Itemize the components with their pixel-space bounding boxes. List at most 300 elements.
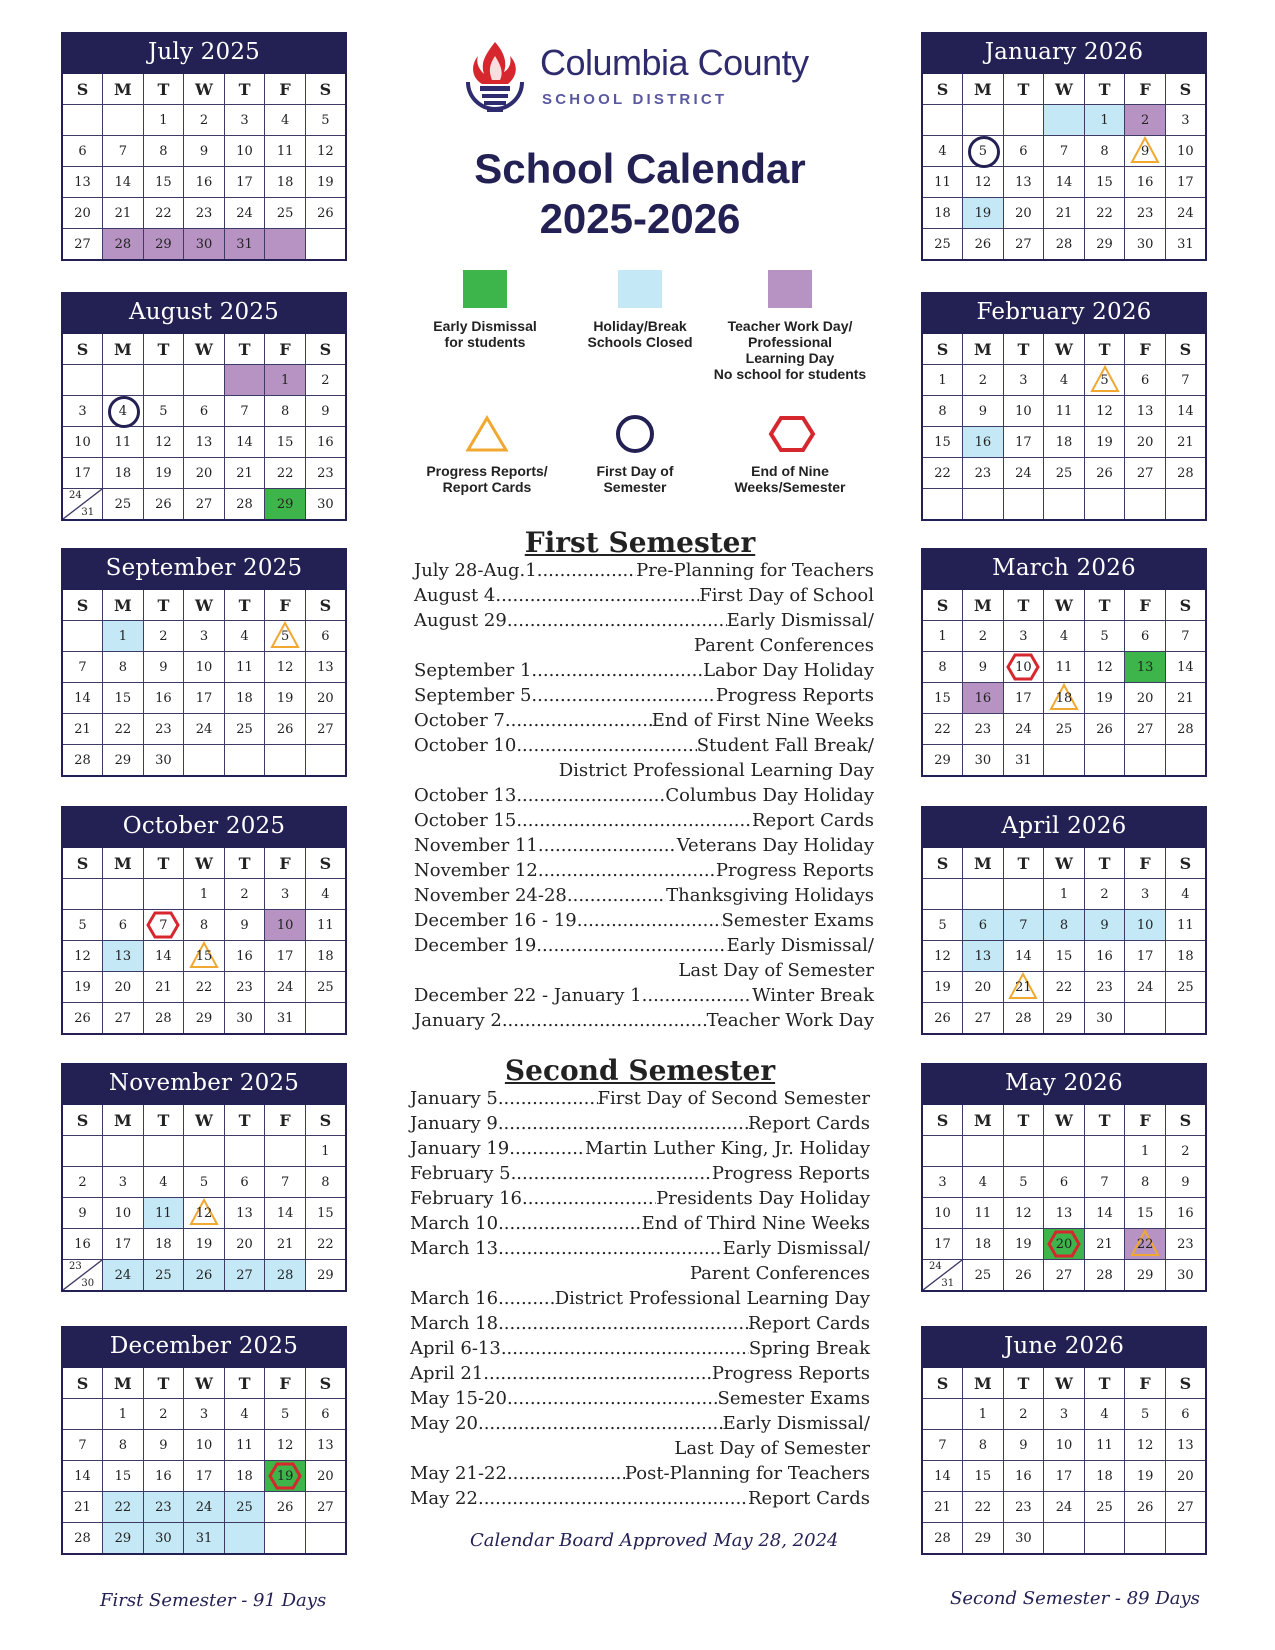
day-cell: [143, 714, 184, 745]
day-cell: [224, 198, 265, 229]
day-cell: [1125, 879, 1166, 910]
day-cell: [1125, 167, 1166, 198]
leader-dots: [522, 1186, 656, 1211]
day-number: 23: [317, 465, 334, 481]
day-cell: [224, 1523, 265, 1555]
leader-dots: [498, 1211, 642, 1236]
day-cell: [1084, 1198, 1125, 1229]
day-cell: [143, 427, 184, 458]
day-number: 3: [199, 628, 209, 644]
day-cell: [224, 136, 265, 167]
day-number: 19: [317, 174, 334, 190]
day-number: 11: [276, 143, 294, 159]
event-row: [414, 783, 874, 808]
day-number: 2: [1019, 1406, 1028, 1422]
day-cell: [1084, 972, 1125, 1003]
day-number: 18: [974, 1236, 992, 1252]
day-cell: [184, 1399, 225, 1430]
day-number: 3: [78, 403, 87, 419]
event-date: September 5: [414, 685, 532, 706]
day-cell: [184, 1167, 225, 1198]
day-number: 5: [199, 1174, 209, 1190]
weekday-header: F: [265, 847, 306, 879]
day-number: 7: [1181, 372, 1190, 388]
legend-swatch: [618, 270, 662, 308]
month-calendar: [61, 292, 347, 521]
day-number: 18: [236, 1468, 253, 1484]
weekday-header: T: [1003, 333, 1044, 365]
day-number: 6: [118, 917, 127, 933]
day-number: 2: [1100, 886, 1109, 902]
event-row: [410, 1236, 870, 1261]
day-cell: [922, 972, 963, 1003]
day-cell: [103, 229, 144, 261]
day-number: 23: [155, 1499, 172, 1515]
day-number: 16: [155, 1468, 172, 1484]
day-number: 22: [317, 1236, 334, 1252]
day-cell: [1125, 1430, 1166, 1461]
day-cell: [184, 1492, 225, 1523]
day-cell: [143, 941, 184, 972]
month-grid: [921, 332, 1207, 521]
weekday-header: W: [184, 589, 225, 621]
event-row: [410, 1311, 870, 1336]
day-cell: [922, 1229, 963, 1260]
day-number: 15: [1096, 174, 1113, 190]
day-number: 20: [974, 979, 992, 995]
day-cell: [224, 489, 265, 521]
day-number: 9: [1100, 917, 1109, 933]
day-number: 14: [934, 1468, 951, 1484]
month-calendar: [921, 32, 1207, 261]
day-cell: [224, 365, 265, 396]
day-cell: [1044, 489, 1085, 521]
weekday-header: S: [305, 847, 346, 879]
month-grid: [61, 846, 347, 1035]
day-cell: [103, 714, 144, 745]
day-cell: [224, 1003, 265, 1035]
day-number: 25: [276, 205, 294, 221]
day-number: 10: [195, 659, 213, 675]
day-number: 12: [1096, 659, 1113, 675]
day-cell: [224, 427, 265, 458]
event-date: December 16 - 19: [414, 910, 577, 931]
day-cell: [1165, 1523, 1206, 1555]
weekday-header: S: [62, 333, 103, 365]
day-number: 7: [1181, 628, 1190, 644]
day-cell: [1044, 621, 1085, 652]
day-cell: [963, 136, 1004, 167]
event-row: [414, 833, 874, 858]
day-number: 11: [1055, 659, 1073, 675]
month-title: March 2026: [921, 548, 1207, 588]
day-cell: [143, 167, 184, 198]
day-number: 19: [276, 690, 294, 706]
day-cell: [1044, 396, 1085, 427]
event-date: May 21-22: [410, 1463, 507, 1484]
day-cell: [224, 879, 265, 910]
day-number: 1: [321, 1143, 330, 1159]
weekday-header: S: [922, 333, 963, 365]
day-number: 26: [1015, 1267, 1032, 1283]
day-cell: [1044, 972, 1085, 1003]
month-grid: [61, 588, 347, 777]
day-cell: [103, 683, 144, 714]
day-number: 24: [114, 1267, 132, 1283]
day-number: 20: [317, 1468, 334, 1484]
day-cell: [143, 458, 184, 489]
day-cell: [963, 167, 1004, 198]
day-cell: [1003, 1260, 1044, 1292]
day-number: 8: [159, 143, 168, 159]
leader-dots: [505, 708, 652, 733]
day-number: 12: [1096, 403, 1113, 419]
weekday-header: S: [305, 1104, 346, 1136]
day-cell: [1003, 621, 1044, 652]
day-cell: [963, 941, 1004, 972]
day-cell: [143, 1523, 184, 1555]
day-cell: [305, 1430, 346, 1461]
day-number: 11: [236, 659, 253, 675]
day-cell: [103, 167, 144, 198]
event-continuation: Last Day of Semester: [674, 1438, 870, 1459]
event-description: Spring Break: [748, 1338, 870, 1359]
day-number: 16: [1015, 1468, 1032, 1484]
weekday-header: T: [1003, 1367, 1044, 1399]
day-cell: [265, 427, 306, 458]
day-cell: [922, 458, 963, 489]
day-number: 9: [1019, 1437, 1028, 1453]
day-number: 16: [974, 690, 992, 706]
weekday-header: M: [103, 589, 144, 621]
day-number: 23: [195, 205, 213, 221]
day-cell: [1165, 1260, 1206, 1292]
day-number: 3: [1140, 886, 1150, 902]
weekday-header: T: [143, 73, 184, 105]
day-number: 1: [118, 1406, 127, 1422]
weekday-header: F: [1125, 333, 1166, 365]
event-date: July 28-Aug.1: [414, 560, 537, 581]
event-row: [410, 1336, 870, 1361]
day-cell: [1003, 396, 1044, 427]
day-cell: [1165, 879, 1206, 910]
legend-label: Early Dismissal for students: [433, 318, 537, 350]
day-number: 28: [74, 752, 91, 768]
event-date: March 16: [410, 1288, 499, 1309]
day-number: 25: [236, 721, 253, 737]
weekday-header: T: [143, 333, 184, 365]
page-subtitle: 2025-2026: [539, 195, 741, 242]
weekday-header: S: [922, 589, 963, 621]
day-cell: [1125, 1198, 1166, 1229]
day-cell: [922, 105, 963, 136]
day-cell: [265, 1167, 306, 1198]
day-cell: [305, 972, 346, 1003]
weekday-header: S: [1165, 847, 1206, 879]
day-cell: [224, 1198, 265, 1229]
day-cell: [1165, 745, 1206, 777]
day-cell: [922, 714, 963, 745]
day-cell: [62, 229, 103, 261]
day-number: 10: [236, 143, 253, 159]
day-number: 23: [974, 465, 992, 481]
leader-dots: [502, 1008, 707, 1033]
day-number: 17: [195, 690, 213, 706]
day-cell: [1044, 427, 1085, 458]
day-number: 19: [1015, 1236, 1032, 1252]
day-cell: [1084, 910, 1125, 941]
day-cell: [1044, 458, 1085, 489]
day-cell: [62, 167, 103, 198]
day-cell: [1084, 1260, 1125, 1292]
event-date: March 13: [410, 1238, 499, 1259]
day-number: 25: [974, 1267, 992, 1283]
day-cell: [1044, 1523, 1085, 1555]
day-cell: [62, 1461, 103, 1492]
day-cell: [143, 1399, 184, 1430]
day-number: 1: [1059, 886, 1069, 902]
day-cell: [143, 745, 184, 777]
day-number: 13: [74, 174, 91, 190]
day-cell: [265, 972, 306, 1003]
day-number: 2: [199, 112, 209, 128]
day-number: 14: [1055, 174, 1073, 190]
leader-dots: [538, 858, 716, 883]
event-date: May 20: [410, 1413, 478, 1434]
day-cell: [922, 427, 963, 458]
day-number: 27: [1136, 721, 1154, 737]
month-calendar: [921, 806, 1207, 1035]
day-number: 5: [321, 112, 330, 128]
day-number: 27: [1015, 236, 1032, 252]
day-number: 5: [280, 628, 290, 644]
day-cell: [922, 229, 963, 261]
day-cell: [1003, 105, 1044, 136]
day-cell: [1165, 1461, 1206, 1492]
day-cell: [62, 1229, 103, 1260]
day-number: 19: [74, 979, 91, 995]
day-number: 23: [1015, 1499, 1032, 1515]
day-cell: [143, 1003, 184, 1035]
day-number: 28: [114, 236, 132, 252]
day-number: 11: [1096, 1437, 1113, 1453]
day-cell: [922, 396, 963, 427]
day-number: 16: [155, 690, 172, 706]
day-cell: [922, 1260, 963, 1292]
day-number: 7: [1059, 143, 1069, 159]
day-number: 1: [978, 1406, 987, 1422]
day-cell: [143, 396, 184, 427]
day-cell: [1044, 1492, 1085, 1523]
event-date: November 12: [414, 860, 538, 881]
day-cell: [265, 1523, 306, 1555]
day-number: 27: [236, 1267, 253, 1283]
day-cell: [1084, 427, 1125, 458]
day-cell: [62, 1260, 103, 1292]
day-cell: [1165, 198, 1206, 229]
day-number: 26: [1096, 721, 1113, 737]
day-number: 13: [195, 434, 213, 450]
day-number: 8: [321, 1174, 330, 1190]
weekday-header: S: [305, 333, 346, 365]
day-number: 10: [74, 434, 91, 450]
day-number: 18: [1096, 1468, 1113, 1484]
day-cell: [62, 652, 103, 683]
day-cell: [265, 167, 306, 198]
event-row: [410, 1486, 870, 1511]
weekday-header: S: [62, 1104, 103, 1136]
day-cell: [963, 745, 1004, 777]
weekday-header: T: [143, 1367, 184, 1399]
day-number: 11: [934, 174, 951, 190]
day-number: 30: [236, 1010, 253, 1026]
day-number: 1: [159, 112, 168, 128]
day-number: 4: [1100, 1406, 1109, 1422]
day-cell: [103, 198, 144, 229]
day-number: 6: [199, 403, 209, 419]
day-cell: [922, 1461, 963, 1492]
day-cell: [143, 365, 184, 396]
day-number: 13: [1177, 1437, 1194, 1453]
day-cell: [143, 105, 184, 136]
day-cell: [1003, 1198, 1044, 1229]
event-description: Report Cards: [748, 1488, 870, 1509]
day-number: 18: [236, 690, 253, 706]
day-cell: [963, 683, 1004, 714]
day-cell: [305, 1399, 346, 1430]
day-number: 22: [1055, 979, 1073, 995]
day-number: 13: [974, 948, 992, 964]
day-cell: [963, 105, 1004, 136]
day-number: 3: [1059, 1406, 1069, 1422]
triangle-icon: [465, 415, 509, 453]
day-number: 28: [276, 1267, 294, 1283]
weekday-header: T: [1084, 847, 1125, 879]
month-grid: [61, 72, 347, 261]
event-description: Early Dismissal/: [726, 610, 874, 631]
leader-dots: [498, 1236, 723, 1261]
day-cell: [62, 683, 103, 714]
day-cell: [62, 198, 103, 229]
day-cell: [265, 198, 306, 229]
day-cell: [1003, 714, 1044, 745]
event-row: [414, 683, 874, 708]
day-cell: [265, 229, 306, 261]
day-number: 15: [974, 1468, 992, 1484]
day-cell: [305, 714, 346, 745]
day-cell: [1165, 1492, 1206, 1523]
day-cell: [184, 972, 225, 1003]
day-number: 15: [276, 434, 294, 450]
day-cell: [224, 1136, 265, 1167]
leader-dots: [511, 1161, 712, 1186]
day-number: 8: [1059, 917, 1069, 933]
day-number: 26: [934, 1010, 951, 1026]
day-number: 30: [1096, 1010, 1113, 1026]
month-grid: [921, 72, 1207, 261]
day-cell: [1044, 1430, 1085, 1461]
day-cell: [305, 427, 346, 458]
day-cell: [305, 1461, 346, 1492]
event-description: Early Dismissal/: [722, 1413, 870, 1434]
day-number: 12: [1136, 1437, 1154, 1453]
day-cell: [963, 365, 1004, 396]
month-title: June 2026: [921, 1326, 1207, 1366]
day-cell: [922, 198, 963, 229]
day-cell: [143, 652, 184, 683]
day-number: 22: [114, 1499, 132, 1515]
day-number: 27: [974, 1010, 992, 1026]
day-cell: [184, 879, 225, 910]
day-cell: [1125, 1167, 1166, 1198]
day-cell: [62, 879, 103, 910]
event-row: [410, 1411, 870, 1436]
day-cell: [922, 1430, 963, 1461]
day-cell: [1084, 652, 1125, 683]
month-title: September 2025: [61, 548, 347, 588]
day-number: 18: [155, 1236, 172, 1252]
month-grid: [61, 332, 347, 521]
day-number: 19: [195, 1236, 213, 1252]
day-number: 1: [280, 372, 290, 388]
day-cell: [1044, 365, 1085, 396]
day-number: 1: [118, 628, 127, 644]
day-cell: [62, 105, 103, 136]
weekday-header: F: [265, 333, 306, 365]
day-cell: [62, 1399, 103, 1430]
event-row: [414, 558, 874, 583]
day-number: 20: [1136, 690, 1154, 706]
day-cell: [1044, 683, 1085, 714]
weekday-header: S: [1165, 589, 1206, 621]
weekday-header: T: [1003, 1104, 1044, 1136]
event-description: Semester Exams: [717, 1388, 870, 1409]
day-cell: [103, 1430, 144, 1461]
day-cell: [922, 683, 963, 714]
day-cell: [922, 879, 963, 910]
event-row: [410, 1086, 870, 1111]
event-description: Teacher Work Day: [706, 1010, 874, 1031]
day-cell: [1084, 489, 1125, 521]
event-row: [414, 908, 874, 933]
day-cell: [1003, 1430, 1044, 1461]
day-cell: [184, 652, 225, 683]
weekday-header: F: [265, 1367, 306, 1399]
day-number: 7: [240, 403, 249, 419]
legend-item: [400, 270, 570, 350]
day-cell: [963, 1260, 1004, 1292]
event-date: March 18: [410, 1313, 499, 1334]
day-number: 18: [934, 205, 951, 221]
day-cell: [1003, 458, 1044, 489]
logo-district: SCHOOL DISTRICT: [542, 91, 728, 108]
day-cell: [1044, 1198, 1085, 1229]
event-description: Winter Break: [752, 985, 874, 1006]
day-number: 27: [1177, 1499, 1194, 1515]
event-description: End of Third Nine Weeks: [641, 1213, 870, 1234]
day-cell: [922, 1523, 963, 1555]
first-semester-title: First Semester: [524, 526, 756, 559]
day-number: 21: [1177, 434, 1194, 450]
day-cell: [265, 1003, 306, 1035]
day-number: 3: [938, 1174, 947, 1190]
event-continuation: Parent Conferences: [693, 635, 874, 656]
day-number: 17: [276, 948, 294, 964]
day-cell: [265, 1136, 306, 1167]
page-title: School Calendar: [474, 145, 806, 192]
legend-item: [555, 270, 725, 350]
day-number: 16: [74, 1236, 91, 1252]
